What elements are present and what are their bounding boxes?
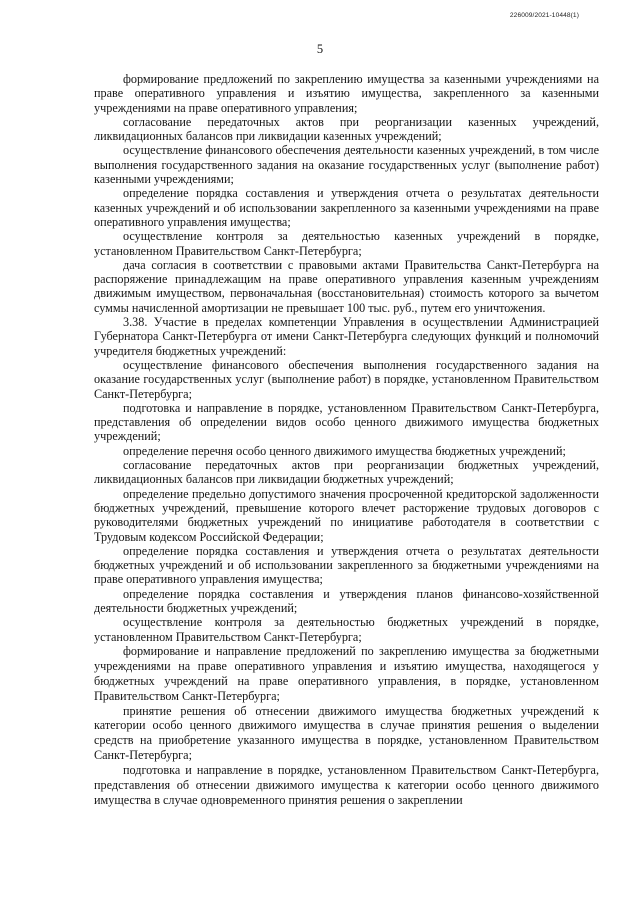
paragraph: согласование передаточных актов при реорганизации казенных учреждений, ликвидационных балансов при ликвидации казенных учреждений; bbox=[94, 114, 599, 144]
document-body bbox=[94, 72, 599, 808]
paragraph: принятие решения об отнесении движимого имущества бюджетных учреждений к категории особо ценного движимого имущества в случае принятия решения о выделении средств на приобретение указанного имущества в порядке, установленном Правительством Санкт-Петербурга; bbox=[94, 703, 599, 763]
paragraph: осуществление финансового обеспечения деятельности казенных учреждений, в том числе выполнения государственного задания на оказание государственных услуг (выполнение работ) казенными учреждениями; bbox=[94, 143, 599, 187]
paragraph: определение порядка составления и утверждения отчета о результатах деятельности казенных учреждений и об использовании закрепленного за казенными учреждениями на праве оперативного управления имущества; bbox=[94, 186, 599, 229]
paragraph: определение порядка составления и утверждения отчета о результатах деятельности бюджетных учреждений и об использовании закрепленного за бюджетными учреждениями на праве оперативного управления имущества; bbox=[94, 543, 599, 587]
paragraph: осуществление контроля за деятельностью бюджетных учреждений в порядке, установленном Правительством Санкт-Петербурга; bbox=[94, 615, 599, 644]
paragraph: определение порядка составления и утверждения планов финансово-хозяйственной деятельности бюджетных учреждений; bbox=[94, 586, 599, 615]
paragraph: определение предельно допустимого значения просроченной кредиторской задолженности бюджетных учреждений, превышение которого влечет расторжение трудовых договоров с руководителями бюджетных учреждений по инициативе работодателя в соответствии с Трудовым кодексом Российской Федерации; bbox=[94, 486, 599, 544]
paragraph: формирование предложений по закреплению имущества за казенными учреждениями на праве оперативного управления и изъятию имущества, закрепленного за казенными учреждениями на праве оперативного управления; bbox=[94, 72, 599, 115]
paragraph: согласование передаточных актов при реорганизации бюджетных учреждений, ликвидационных балансов при ликвидации бюджетных учреждений; bbox=[94, 458, 599, 487]
paragraph: подготовка и направление в порядке, установленном Правительством Санкт-Петербурга, представления об отнесении движимого имущества к категории особо ценного движимого имущества в случае одновременного принятия решения о закреплении bbox=[94, 763, 599, 807]
paragraph: осуществление контроля за деятельностью казенных учреждений в порядке, установленном Правительством Санкт-Петербурга; bbox=[94, 229, 599, 258]
paragraph: формирование и направление предложений по закреплению имущества за бюджетными учреждениями на праве оперативного управления и изъятию имущества, находящегося у бюджетных учреждений на праве оперативного управления, в порядке, установленном Правительством Санкт-Петербурга; bbox=[94, 643, 599, 703]
document-id: 226009/2021-10448(1) bbox=[509, 12, 579, 19]
paragraph: определение перечня особо ценного движимого имущества бюджетных учреждений; bbox=[123, 443, 566, 458]
paragraph: 3.38. Участие в пределах компетенции Управления в осуществлении Администрацией Губернатора Санкт-Петербурга от имени Санкт-Петербурга следующих функций и полномочий учредителя бюджетных учреждений: bbox=[94, 315, 599, 358]
paragraph: осуществление финансового обеспечения выполнения государственного задания на оказание государственных услуг (выполнение работ) в порядке, установленном Правительством Санкт-Петербурга; bbox=[94, 357, 599, 401]
paragraph: дача согласия в соответствии с правовыми актами Правительства Санкт-Петербурга на распоряжение принадлежащим на праве оперативного управления казенным учреждениям движимым имуществом, первоначальная (восстановительная) стоимость которого за вычетом суммы начисленной амортизации не превышает 100 тыс. руб., путем его уничтожения. bbox=[94, 257, 599, 315]
page-number: 5 bbox=[316, 42, 324, 56]
paragraph: подготовка и направление в порядке, установленном Правительством Санкт-Петербурга, представления об определении видов особо ценного движимого имущества бюджетных учреждений; bbox=[94, 400, 599, 444]
